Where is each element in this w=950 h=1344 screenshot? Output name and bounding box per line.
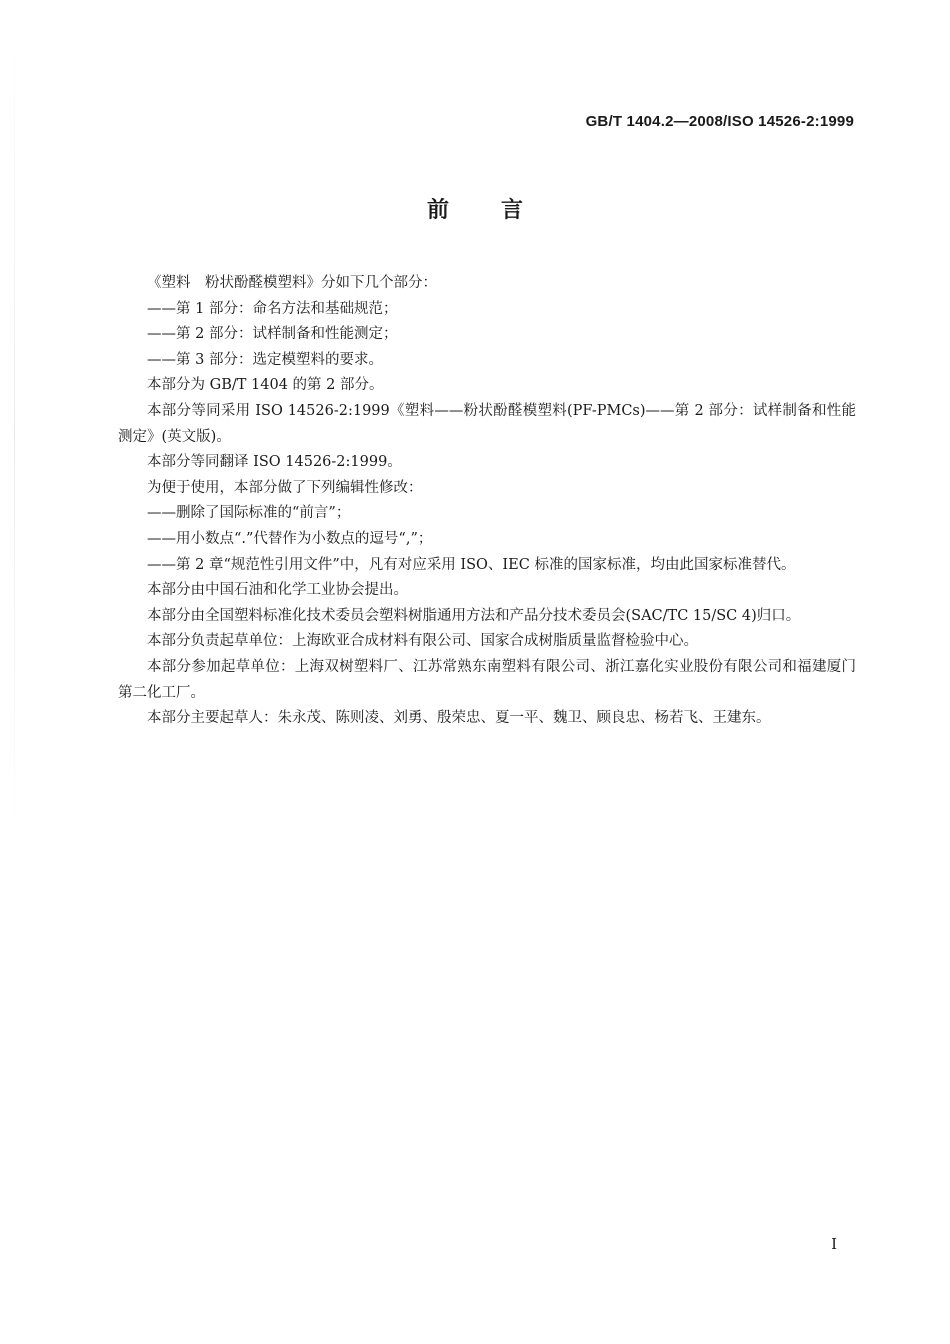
list-item-part-1: ——第 1 部分：命名方法和基础规范； [147,300,398,317]
list-item-part-2: ——第 2 部分：试样制备和性能测定； [147,326,398,343]
foreword-body [118,271,856,732]
scan-edge-shadow [14,20,15,850]
standard-number: GB/T 1404.2—2008/ISO 14526-2:1999 [585,113,854,130]
paragraph-main-authors: 本部分主要起草人：朱永茂、陈则凌、刘勇、殷荣忠、夏一平、魏卫、顾良忠、杨若飞、王建东。 [147,710,771,727]
paragraph-proposer: 本部分由中国石油和化学工业协会提出。 [147,582,408,599]
list-item-edit-3: ——第 2 章“规范性引用文件”中，凡有对应采用 ISO、IEC 标准的国家标准，均由此国家标准替代。 [147,556,796,573]
paragraph-participating-drafters: 本部分参加起草单位：上海双树塑料厂、江苏常熟东南塑料有限公司、浙江嘉化实业股份有限公司和福建厦门第二化工厂。 [118,658,856,701]
paragraph-committee: 本部分由全国塑料标准化技术委员会塑料树脂通用方法和产品分技术委员会(SAC/TC 15/SC 4)归口。 [147,607,801,624]
paragraph-edits-intro: 为便于使用，本部分做了下列编辑性修改： [147,479,423,496]
paragraph-translation: 本部分等同翻译 ISO 14526-2:1999。 [147,454,402,471]
page-title: 前言 [426,198,575,223]
list-item-edit-2: ——用小数点“.”代替作为小数点的逗号“,”； [147,530,433,547]
paragraph-lead-drafters: 本部分负责起草单位：上海欧亚合成材料有限公司、国家合成树脂质量监督检验中心。 [147,633,698,650]
paragraph-adoption: 本部分等同采用 ISO 14526-2:1999《塑料——粉状酚醛模塑料(PF-PMCs)——第 2 部分：试样制备和性能测定》(英文版)。 [118,402,856,445]
paragraph-part-of: 本部分为 GB/T 1404 的第 2 部分。 [147,377,384,394]
page-number: I [831,1235,837,1253]
list-item-part-3: ——第 3 部分：选定模塑料的要求。 [147,351,383,368]
list-item-edit-1: ——删除了国际标准的“前言”； [147,505,351,522]
paragraph-parts-intro: 《塑料 粉状酚醛模塑料》分如下几个部分： [147,275,437,291]
